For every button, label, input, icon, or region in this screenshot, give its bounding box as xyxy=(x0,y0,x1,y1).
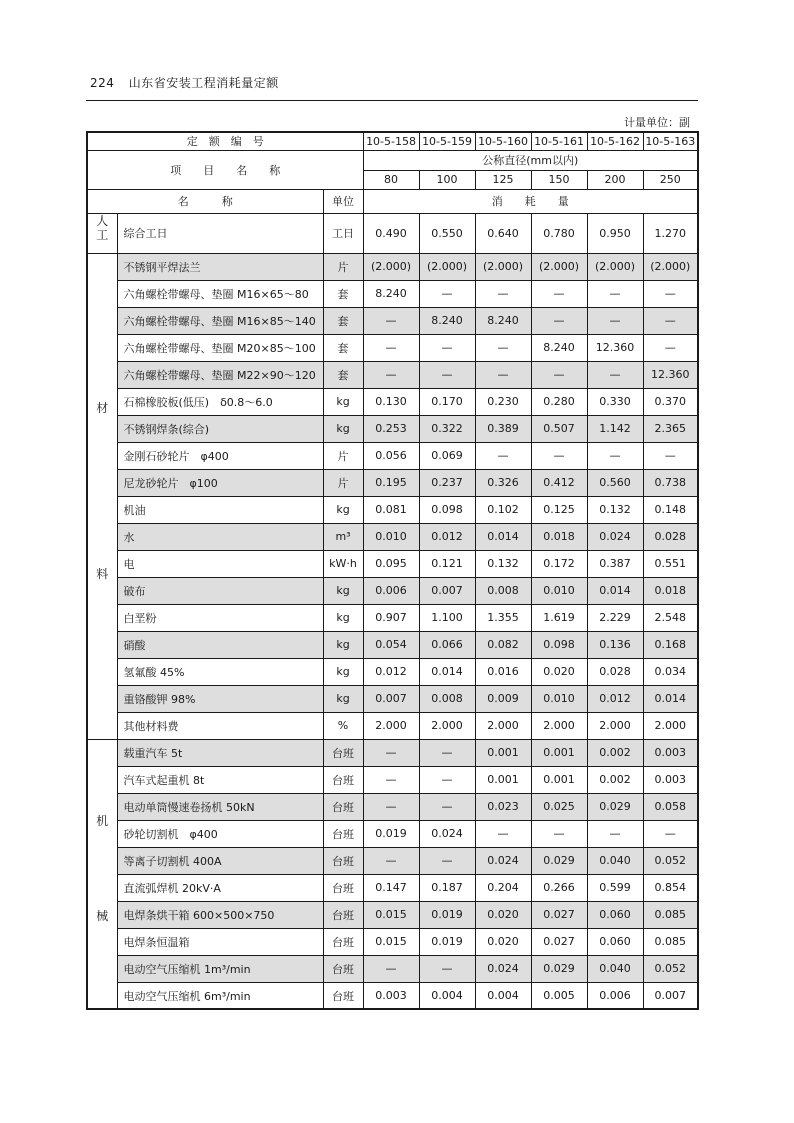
consumption-value: 0.280 xyxy=(531,388,587,415)
item-unit: kg xyxy=(323,388,363,415)
item-name: 不锈钢平焊法兰 xyxy=(117,253,323,280)
table-row xyxy=(87,577,698,604)
item-name: 破布 xyxy=(117,577,323,604)
consumption-value: 0.130 xyxy=(363,388,419,415)
consumption-value: 0.854 xyxy=(643,874,698,901)
diameter-label: 公称直径(mm以内) xyxy=(363,150,698,170)
consumption-value: — xyxy=(587,361,643,388)
consumption-value: 0.019 xyxy=(419,928,475,955)
table-row xyxy=(87,820,698,847)
table-row xyxy=(87,496,698,523)
consumption-value: — xyxy=(475,442,531,469)
consumption-value: 0.170 xyxy=(419,388,475,415)
item-unit: kg xyxy=(323,631,363,658)
consumption-value: 0.040 xyxy=(587,847,643,874)
consumption-value: 0.027 xyxy=(531,928,587,955)
column-header-row xyxy=(87,189,698,213)
consumption-value: — xyxy=(531,307,587,334)
consumption-value: 0.907 xyxy=(363,604,419,631)
diameter-value: 150 xyxy=(531,170,587,189)
consumption-value: — xyxy=(587,280,643,307)
consumption-value: 12.360 xyxy=(643,361,698,388)
table-row xyxy=(87,847,698,874)
consumption-value: 0.015 xyxy=(363,901,419,928)
consumption-value: 0.322 xyxy=(419,415,475,442)
consumption-value: 0.023 xyxy=(475,793,531,820)
consumption-value: — xyxy=(531,442,587,469)
consumption-value: — xyxy=(363,307,419,334)
item-unit: kg xyxy=(323,604,363,631)
table-row xyxy=(87,280,698,307)
item-unit: 套 xyxy=(323,280,363,307)
item-unit: 片 xyxy=(323,442,363,469)
consumption-value: 0.738 xyxy=(643,469,698,496)
item-name: 石棉橡胶板(低压) δ0.8～6.0 xyxy=(117,388,323,415)
consumption-value: 0.095 xyxy=(363,550,419,577)
consumption-value: (2.000) xyxy=(363,253,419,280)
table-row xyxy=(87,550,698,577)
item-name: 氢氟酸 45% xyxy=(117,658,323,685)
consumption-value: 0.052 xyxy=(643,847,698,874)
item-unit: kg xyxy=(323,658,363,685)
consumption-value: 0.010 xyxy=(531,577,587,604)
diameter-value: 125 xyxy=(475,170,531,189)
consumption-value: 0.024 xyxy=(475,955,531,982)
project-name-label: 项 目 名 称 xyxy=(87,150,363,189)
table-row xyxy=(87,415,698,442)
consumption-value: 0.006 xyxy=(363,577,419,604)
consumption-value: — xyxy=(419,793,475,820)
item-unit: 台班 xyxy=(323,793,363,820)
diameter-value: 80 xyxy=(363,170,419,189)
consumption-value: 0.024 xyxy=(419,820,475,847)
unit-header: 单位 xyxy=(323,189,363,213)
consumption-value: 0.066 xyxy=(419,631,475,658)
consumption-value: — xyxy=(531,280,587,307)
consumption-value: 0.081 xyxy=(363,496,419,523)
consumption-value: 0.950 xyxy=(587,213,643,253)
consumption-value: 0.230 xyxy=(475,388,531,415)
item-unit: 台班 xyxy=(323,847,363,874)
consumption-value: — xyxy=(531,820,587,847)
item-name: 机油 xyxy=(117,496,323,523)
consumption-value: 0.002 xyxy=(587,739,643,766)
consumption-value: 0.780 xyxy=(531,213,587,253)
consumption-value: 12.360 xyxy=(587,334,643,361)
consumption-value: 0.028 xyxy=(643,523,698,550)
consumption-value: 2.000 xyxy=(531,712,587,739)
item-name: 硝酸 xyxy=(117,631,323,658)
consumption-value: (2.000) xyxy=(643,253,698,280)
consumption-value: — xyxy=(419,361,475,388)
category-text: 材 料 xyxy=(96,401,109,581)
consumption-value: 0.007 xyxy=(419,577,475,604)
item-unit: kW·h xyxy=(323,550,363,577)
consumption-value: 2.000 xyxy=(475,712,531,739)
consumption-value: 8.240 xyxy=(419,307,475,334)
item-name: 其他材料费 xyxy=(117,712,323,739)
consumption-value: 0.058 xyxy=(643,793,698,820)
consumption-value: 0.148 xyxy=(643,496,698,523)
item-unit: 台班 xyxy=(323,874,363,901)
consumption-value: 2.000 xyxy=(363,712,419,739)
table-row xyxy=(87,928,698,955)
consumption-value: 0.003 xyxy=(643,739,698,766)
consumption-value: 0.640 xyxy=(475,213,531,253)
consumption-value: 0.204 xyxy=(475,874,531,901)
quota-code: 10-5-160 xyxy=(475,132,531,150)
item-unit: 台班 xyxy=(323,766,363,793)
item-name: 重铬酸钾 98% xyxy=(117,685,323,712)
table-row xyxy=(87,766,698,793)
consumption-value: 0.550 xyxy=(419,213,475,253)
item-unit: 台班 xyxy=(323,928,363,955)
item-name: 电动空气压缩机 6m³/min xyxy=(117,982,323,1009)
consumption-value: 0.015 xyxy=(363,928,419,955)
consumption-value: 0.034 xyxy=(643,658,698,685)
consumption-value: 0.010 xyxy=(531,685,587,712)
consumption-value: 0.024 xyxy=(587,523,643,550)
item-unit: m³ xyxy=(323,523,363,550)
consumption-value: 0.014 xyxy=(587,577,643,604)
consumption-value: — xyxy=(363,334,419,361)
consumption-value: 8.240 xyxy=(363,280,419,307)
consumption-value: 2.000 xyxy=(643,712,698,739)
item-unit: 片 xyxy=(323,253,363,280)
consumption-value: 0.014 xyxy=(475,523,531,550)
consumption-value: 0.253 xyxy=(363,415,419,442)
consumption-value: — xyxy=(419,847,475,874)
item-unit: kg xyxy=(323,496,363,523)
consumption-value: 0.102 xyxy=(475,496,531,523)
consumption-value: — xyxy=(643,442,698,469)
consumption-value: 0.172 xyxy=(531,550,587,577)
table-row xyxy=(87,442,698,469)
item-unit: 台班 xyxy=(323,820,363,847)
item-unit: kg xyxy=(323,577,363,604)
consumption-value: — xyxy=(475,361,531,388)
consumption-value: 0.002 xyxy=(587,766,643,793)
consumption-value: 0.125 xyxy=(531,496,587,523)
consumption-value: 0.370 xyxy=(643,388,698,415)
consumption-value: 0.029 xyxy=(531,847,587,874)
table-row xyxy=(87,874,698,901)
consumption-value: — xyxy=(587,442,643,469)
consumption-value: 0.006 xyxy=(587,982,643,1009)
item-name: 等离子切割机 400A xyxy=(117,847,323,874)
category-label xyxy=(87,739,117,1009)
consumption-value: — xyxy=(363,361,419,388)
item-name: 砂轮切割机 φ400 xyxy=(117,820,323,847)
consumption-value: 0.007 xyxy=(643,982,698,1009)
item-name: 电 xyxy=(117,550,323,577)
item-unit: 套 xyxy=(323,307,363,334)
consumption-value: — xyxy=(419,955,475,982)
consumption-value: 0.490 xyxy=(363,213,419,253)
consumption-value: — xyxy=(419,280,475,307)
consumption-value: 0.007 xyxy=(363,685,419,712)
consumption-value: 0.168 xyxy=(643,631,698,658)
item-name: 六角螺栓带螺母、垫圈 M16×65～80 xyxy=(117,280,323,307)
consumption-value: 0.387 xyxy=(587,550,643,577)
consumption-value: 0.195 xyxy=(363,469,419,496)
consumption-value: 0.507 xyxy=(531,415,587,442)
diameter-value: 100 xyxy=(419,170,475,189)
consumption-value: 0.056 xyxy=(363,442,419,469)
book-title: 山东省安装工程消耗量定额 xyxy=(128,76,279,90)
consumption-value: — xyxy=(587,820,643,847)
page-header xyxy=(90,74,700,91)
consumption-value: 0.052 xyxy=(643,955,698,982)
consumption-value: — xyxy=(363,766,419,793)
consumption-value: — xyxy=(419,766,475,793)
item-unit: kg xyxy=(323,685,363,712)
table-row xyxy=(87,523,698,550)
consumption-value: 0.054 xyxy=(363,631,419,658)
consumption-value: — xyxy=(643,820,698,847)
quota-code: 10-5-161 xyxy=(531,132,587,150)
consumption-value: 0.008 xyxy=(475,577,531,604)
item-unit: 套 xyxy=(323,334,363,361)
item-name: 六角螺栓带螺母、垫圈 M16×85～140 xyxy=(117,307,323,334)
consumption-value: 0.025 xyxy=(531,793,587,820)
consumption-value: 0.004 xyxy=(419,982,475,1009)
table-row xyxy=(87,361,698,388)
consumption-value: — xyxy=(643,280,698,307)
consumption-value: 0.016 xyxy=(475,658,531,685)
consumption-value: 0.012 xyxy=(419,523,475,550)
consumption-value: 0.147 xyxy=(363,874,419,901)
item-name: 金刚石砂轮片 φ400 xyxy=(117,442,323,469)
table-row xyxy=(87,334,698,361)
consumption-value: 0.136 xyxy=(587,631,643,658)
table-row xyxy=(87,631,698,658)
consumption-value: 1.619 xyxy=(531,604,587,631)
item-name: 汽车式起重机 8t xyxy=(117,766,323,793)
quota-code: 10-5-158 xyxy=(363,132,419,150)
diameter-value: 250 xyxy=(643,170,698,189)
consumption-value: 0.019 xyxy=(363,820,419,847)
consumption-value: 0.029 xyxy=(531,955,587,982)
consumption-value: 0.027 xyxy=(531,901,587,928)
consumption-value: 0.132 xyxy=(587,496,643,523)
table-row xyxy=(87,982,698,1009)
consumption-value: 0.029 xyxy=(587,793,643,820)
consumption-value: — xyxy=(475,334,531,361)
item-name: 白垩粉 xyxy=(117,604,323,631)
table-row xyxy=(87,253,698,280)
consumption-value: — xyxy=(419,334,475,361)
consumption-value: 0.085 xyxy=(643,901,698,928)
consumption-value: (2.000) xyxy=(475,253,531,280)
consumption-value: 2.000 xyxy=(587,712,643,739)
table-row xyxy=(87,307,698,334)
consumption-value: 0.001 xyxy=(475,766,531,793)
item-name: 电焊条烘干箱 600×500×750 xyxy=(117,901,323,928)
consumption-value: 2.365 xyxy=(643,415,698,442)
consumption-value: 0.326 xyxy=(475,469,531,496)
consumption-value: 0.001 xyxy=(531,766,587,793)
consumption-value: 0.060 xyxy=(587,901,643,928)
quota-code: 10-5-162 xyxy=(587,132,643,150)
page-number: 224 xyxy=(90,76,115,90)
consumption-value: 0.020 xyxy=(475,901,531,928)
item-unit: 片 xyxy=(323,469,363,496)
consumption-value: 0.012 xyxy=(363,658,419,685)
quota-code-row xyxy=(87,132,698,150)
item-unit: 套 xyxy=(323,361,363,388)
consumption-value: 0.187 xyxy=(419,874,475,901)
consumption-value: — xyxy=(643,307,698,334)
item-name: 电动单筒慢速卷扬机 50kN xyxy=(117,793,323,820)
consumption-value: 2.548 xyxy=(643,604,698,631)
item-name: 电焊条恒温箱 xyxy=(117,928,323,955)
table-row xyxy=(87,901,698,928)
quota-code-label: 定 额 编 号 xyxy=(87,132,363,150)
consumption-value: 0.599 xyxy=(587,874,643,901)
category-text: 人 工 xyxy=(96,213,109,242)
consumption-value: 0.412 xyxy=(531,469,587,496)
table-row xyxy=(87,739,698,766)
name-header: 名 称 xyxy=(87,189,323,213)
consumption-value: 0.069 xyxy=(419,442,475,469)
consumption-value: 8.240 xyxy=(531,334,587,361)
consumption-header: 消 耗 量 xyxy=(363,189,698,213)
consumption-value: 0.060 xyxy=(587,928,643,955)
consumption-value: 0.010 xyxy=(363,523,419,550)
table-row xyxy=(87,213,698,253)
consumption-value: 0.003 xyxy=(643,766,698,793)
consumption-value: 0.028 xyxy=(587,658,643,685)
consumption-value: 0.560 xyxy=(587,469,643,496)
consumption-value: 1.142 xyxy=(587,415,643,442)
category-label xyxy=(87,253,117,739)
consumption-value: (2.000) xyxy=(587,253,643,280)
consumption-value: 0.551 xyxy=(643,550,698,577)
table-row xyxy=(87,469,698,496)
consumption-value: 1.100 xyxy=(419,604,475,631)
table-row xyxy=(87,685,698,712)
consumption-value: 0.121 xyxy=(419,550,475,577)
item-name: 直流弧焊机 20kV·A xyxy=(117,874,323,901)
consumption-value: — xyxy=(531,361,587,388)
consumption-value: 0.040 xyxy=(587,955,643,982)
item-name: 六角螺栓带螺母、垫圈 M22×90～120 xyxy=(117,361,323,388)
consumption-value: 0.082 xyxy=(475,631,531,658)
table-row xyxy=(87,604,698,631)
table-row xyxy=(87,955,698,982)
consumption-value: — xyxy=(363,793,419,820)
consumption-value: 0.009 xyxy=(475,685,531,712)
consumption-value: 8.240 xyxy=(475,307,531,334)
consumption-value: 0.024 xyxy=(475,847,531,874)
item-unit: 台班 xyxy=(323,955,363,982)
table-row xyxy=(87,658,698,685)
item-name: 载重汽车 5t xyxy=(117,739,323,766)
consumption-value: — xyxy=(363,955,419,982)
table-row xyxy=(87,388,698,415)
consumption-value: 0.085 xyxy=(643,928,698,955)
consumption-value: 0.020 xyxy=(531,658,587,685)
consumption-value: (2.000) xyxy=(531,253,587,280)
consumption-value: 0.018 xyxy=(531,523,587,550)
consumption-value: 0.389 xyxy=(475,415,531,442)
consumption-value: 0.014 xyxy=(419,658,475,685)
consumption-value: 0.098 xyxy=(419,496,475,523)
item-name: 六角螺栓带螺母、垫圈 M20×85～100 xyxy=(117,334,323,361)
quota-table xyxy=(86,131,699,1010)
diameter-value: 200 xyxy=(587,170,643,189)
unit-note: 计量单位：副 xyxy=(624,116,690,129)
item-name: 水 xyxy=(117,523,323,550)
consumption-value: — xyxy=(363,739,419,766)
consumption-value: — xyxy=(643,334,698,361)
consumption-value: 2.000 xyxy=(419,712,475,739)
consumption-value: 0.330 xyxy=(587,388,643,415)
item-name: 综合工日 xyxy=(117,213,323,253)
quota-code: 10-5-163 xyxy=(643,132,698,150)
consumption-value: 0.266 xyxy=(531,874,587,901)
item-unit: kg xyxy=(323,415,363,442)
consumption-value: 0.020 xyxy=(475,928,531,955)
diameter-label-row xyxy=(87,150,698,170)
table-row xyxy=(87,793,698,820)
consumption-value: 0.237 xyxy=(419,469,475,496)
consumption-value: — xyxy=(475,820,531,847)
category-text: 机 械 xyxy=(96,813,109,924)
item-unit: 台班 xyxy=(323,739,363,766)
header-rule xyxy=(86,100,698,101)
consumption-value: (2.000) xyxy=(419,253,475,280)
consumption-value: 0.098 xyxy=(531,631,587,658)
consumption-value: 2.229 xyxy=(587,604,643,631)
item-unit: % xyxy=(323,712,363,739)
item-name: 电动空气压缩机 1m³/min xyxy=(117,955,323,982)
consumption-value: 1.355 xyxy=(475,604,531,631)
consumption-value: 0.001 xyxy=(531,739,587,766)
table-row xyxy=(87,712,698,739)
consumption-value: 0.014 xyxy=(643,685,698,712)
consumption-value: 0.005 xyxy=(531,982,587,1009)
consumption-value: 1.270 xyxy=(643,213,698,253)
consumption-value: — xyxy=(475,280,531,307)
consumption-value: 0.132 xyxy=(475,550,531,577)
consumption-value: — xyxy=(363,847,419,874)
consumption-value: — xyxy=(587,307,643,334)
consumption-value: 0.019 xyxy=(419,901,475,928)
consumption-value: 0.008 xyxy=(419,685,475,712)
quota-code: 10-5-159 xyxy=(419,132,475,150)
item-unit: 工日 xyxy=(323,213,363,253)
consumption-value: 0.003 xyxy=(363,982,419,1009)
consumption-value: 0.018 xyxy=(643,577,698,604)
item-name: 不锈钢焊条(综合) xyxy=(117,415,323,442)
consumption-value: — xyxy=(419,739,475,766)
item-unit: 台班 xyxy=(323,901,363,928)
consumption-value: 0.001 xyxy=(475,739,531,766)
item-name: 尼龙砂轮片 φ100 xyxy=(117,469,323,496)
category-label xyxy=(87,213,117,253)
consumption-value: 0.004 xyxy=(475,982,531,1009)
consumption-value: 0.012 xyxy=(587,685,643,712)
item-unit: 台班 xyxy=(323,982,363,1009)
